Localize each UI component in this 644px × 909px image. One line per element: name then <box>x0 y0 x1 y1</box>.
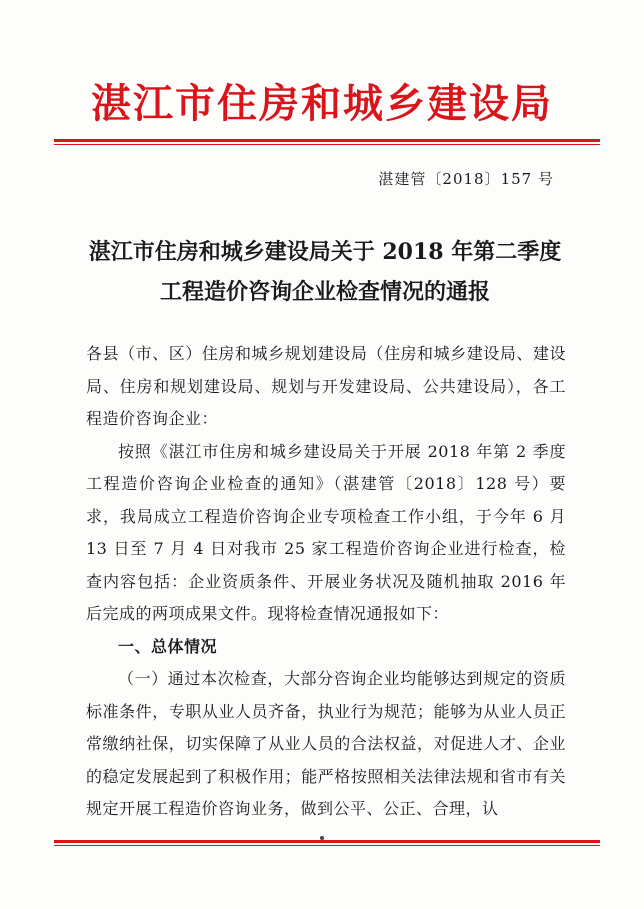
body-paragraph: 按照《湛江市住房和城乡建设局关于开展 2018 年第 2 季度工程造价咨询企业检查的通知》（湛建管〔2018〕128 号）要求，我局成立工程造价咨询企业专项检查工作小组，于今年 6 月 13 日至 7 月 4 日对我市 25 家工程造价咨询企业进行检查，检查内容包括：企业资质条件、开展业务状况及随机抽取 2016 年后完成的两项成果文件。现将检查情况通报如下： <box>86 441 566 623</box>
masthead-title: 湛江市住房和城乡建设局 <box>91 80 553 127</box>
title-line-2: 工程造价咨询企业检查情况的通报 <box>159 279 490 305</box>
document-title <box>40 232 610 312</box>
body-paragraph: （一）通过本次检查，大部分咨询企业均能够达到规定的资质标准条件，专职从业人员齐备，执业行为规范；能够为从业人员正常缴纳社保，切实保障了从业人员的合法权益，对促进人才、企业的稳定发展起到了积极作用；能严格按照相关法律法规和省市有关规定开展工程造价咨询业务，做到公平、公正、合理，认 <box>86 669 566 818</box>
section-heading: 一、总体情况 <box>118 636 218 656</box>
document-number: 湛建管〔2018〕157 号 <box>378 170 554 188</box>
document-body <box>86 338 566 826</box>
footer-red-rule-thin <box>54 845 600 846</box>
addressee-paragraph: 各县（市、区）住房和城乡规划建设局（住房和城乡建设局、建设局、住房和规划建设局、规划与开发建设局、公共建设局），各工程造价咨询企业： <box>86 344 566 428</box>
masthead-red-rule-thin <box>54 144 600 145</box>
masthead-red-rule <box>54 139 600 142</box>
title-line-1: 湛江市住房和城乡建设局关于 2018 年第二季度 <box>88 239 562 265</box>
footer-red-rule <box>54 840 600 843</box>
